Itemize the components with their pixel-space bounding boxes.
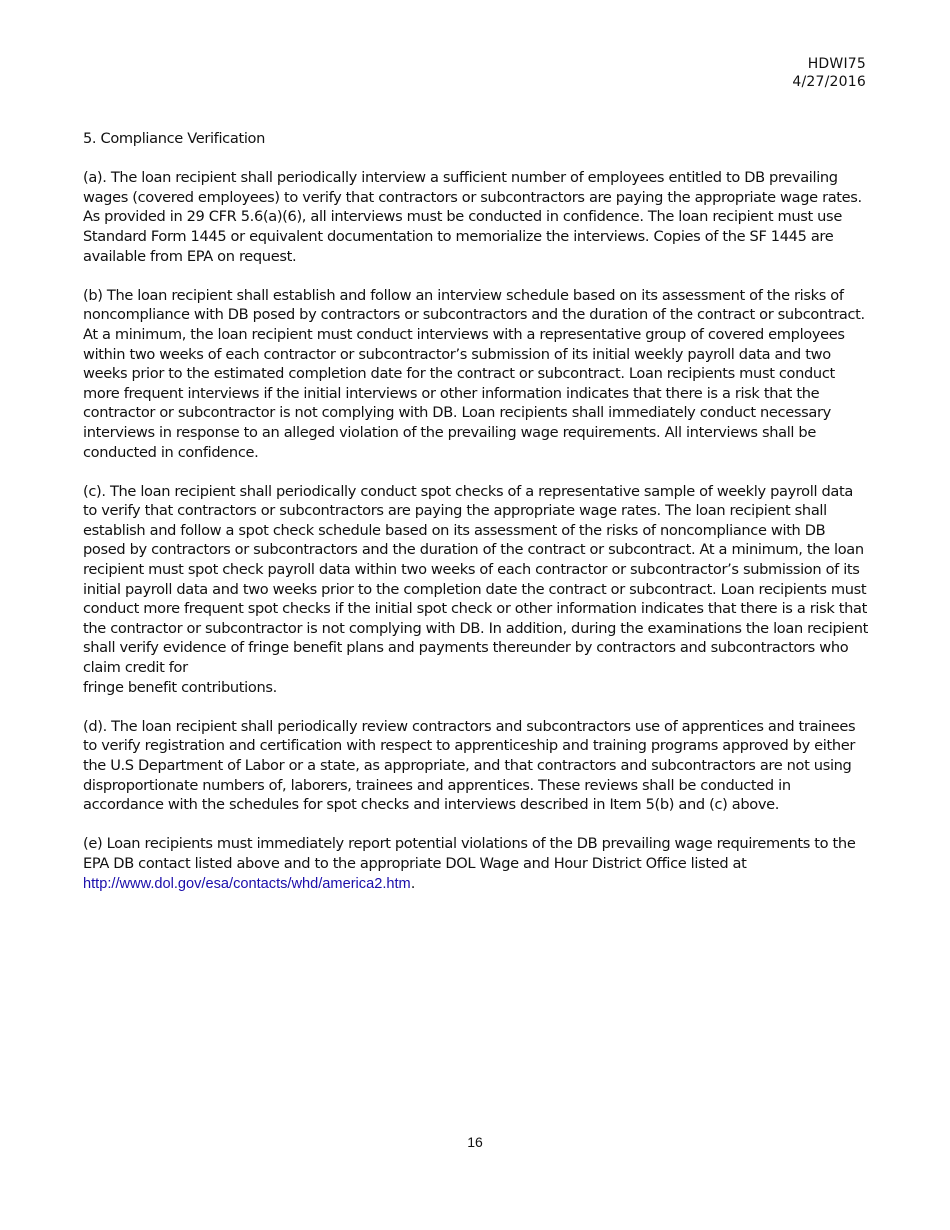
paragraph-c-main: (c). The loan recipient shall periodically conduct spot checks of a representative sample of weekly payroll data to verify that contractors or subcontractors are paying the appropriate wage rates. The loan recipient shall establish and follow a spot check schedule based on its assessment of the risks of noncompliance with DB posed by contractors or subcontractors and the duration of the contract or subcontract. At a minimum, the loan recipient must spot check payroll data within two weeks of each contractor or subcontractor’s submission of its initial payroll data and two weeks prior to the completion date the contract or subcontract. Loan recipients must conduct more frequent spot checks if the initial spot check or other information indicates that there is a risk that the contractor or subcontractor is not complying with DB. In addition, during the examinations the loan recipient shall verify evidence of fringe benefit plans and payments thereunder by contractors and subcontractors who claim credit for — [83, 482, 869, 677]
dol-whd-link[interactable]: http://www.dol.gov/esa/contacts/whd/america2.htm — [83, 875, 411, 892]
paragraph-e-period: . — [410, 874, 416, 892]
paragraph-c — [83, 482, 869, 698]
paragraph-c-tail: fringe benefit contributions. — [83, 678, 277, 696]
paragraph-e-text: (e) Loan recipients must immediately report potential violations of the DB prevailing wage requirements to the EPA DB contact listed above and to the appropriate DOL Wage and Hour District Office listed at — [83, 835, 856, 872]
document-date: 4/27/2016 — [792, 74, 866, 90]
page-header — [792, 55, 866, 91]
page-number: 16 — [467, 1134, 483, 1150]
document-body — [83, 129, 869, 914]
paragraph-a: (a). The loan recipient shall periodically interview a sufficient number of employees entitled to DB prevailing wages (covered employees) to verify that contractors or subcontractors are paying the appropriate wage rates. As provided in 29 CFR 5.6(a)(6), all interviews must be conducted in confidence. The loan recipient must use Standard Form 1445 or equivalent documentation to memorialize the interviews. Copies of the SF 1445 are available from EPA on request. — [83, 169, 862, 265]
document-id: HDWI75 — [807, 56, 866, 72]
paragraph-e — [83, 834, 869, 894]
section-title: 5. Compliance Verification — [83, 130, 266, 147]
paragraph-b: (b) The loan recipient shall establish and follow an interview schedule based on its assessment of the risks of noncompliance with DB posed by contractors or subcontractors and the duration of the contract or subcontract. At a minimum, the loan recipient must conduct interviews with a representative group of covered employees within two weeks of each contractor or subcontractor’s submission of its initial weekly payroll data and two weeks prior to the estimated completion date for the contract or subcontract. Loan recipients must conduct more frequent interviews if the initial interviews or other information indicates that there is a risk that the contractor or subcontractor is not complying with DB. Loan recipients shall immediately conduct necessary interviews in response to an alleged violation of the prevailing wage requirements. All interviews shall be conducted in confidence. — [83, 286, 865, 461]
paragraph-d: (d). The loan recipient shall periodically review contractors and subcontractors use of apprentices and trainees to verify registration and certification with respect to apprenticeship and training programs approved by either the U.S Department of Labor or a state, as appropriate, and that contractors and subcontractors are not using disproportionate numbers of, laborers, trainees and apprentices. These reviews shall be conducted in accordance with the schedules for spot checks and interviews described in Item 5(b) and (c) above. — [83, 717, 856, 814]
